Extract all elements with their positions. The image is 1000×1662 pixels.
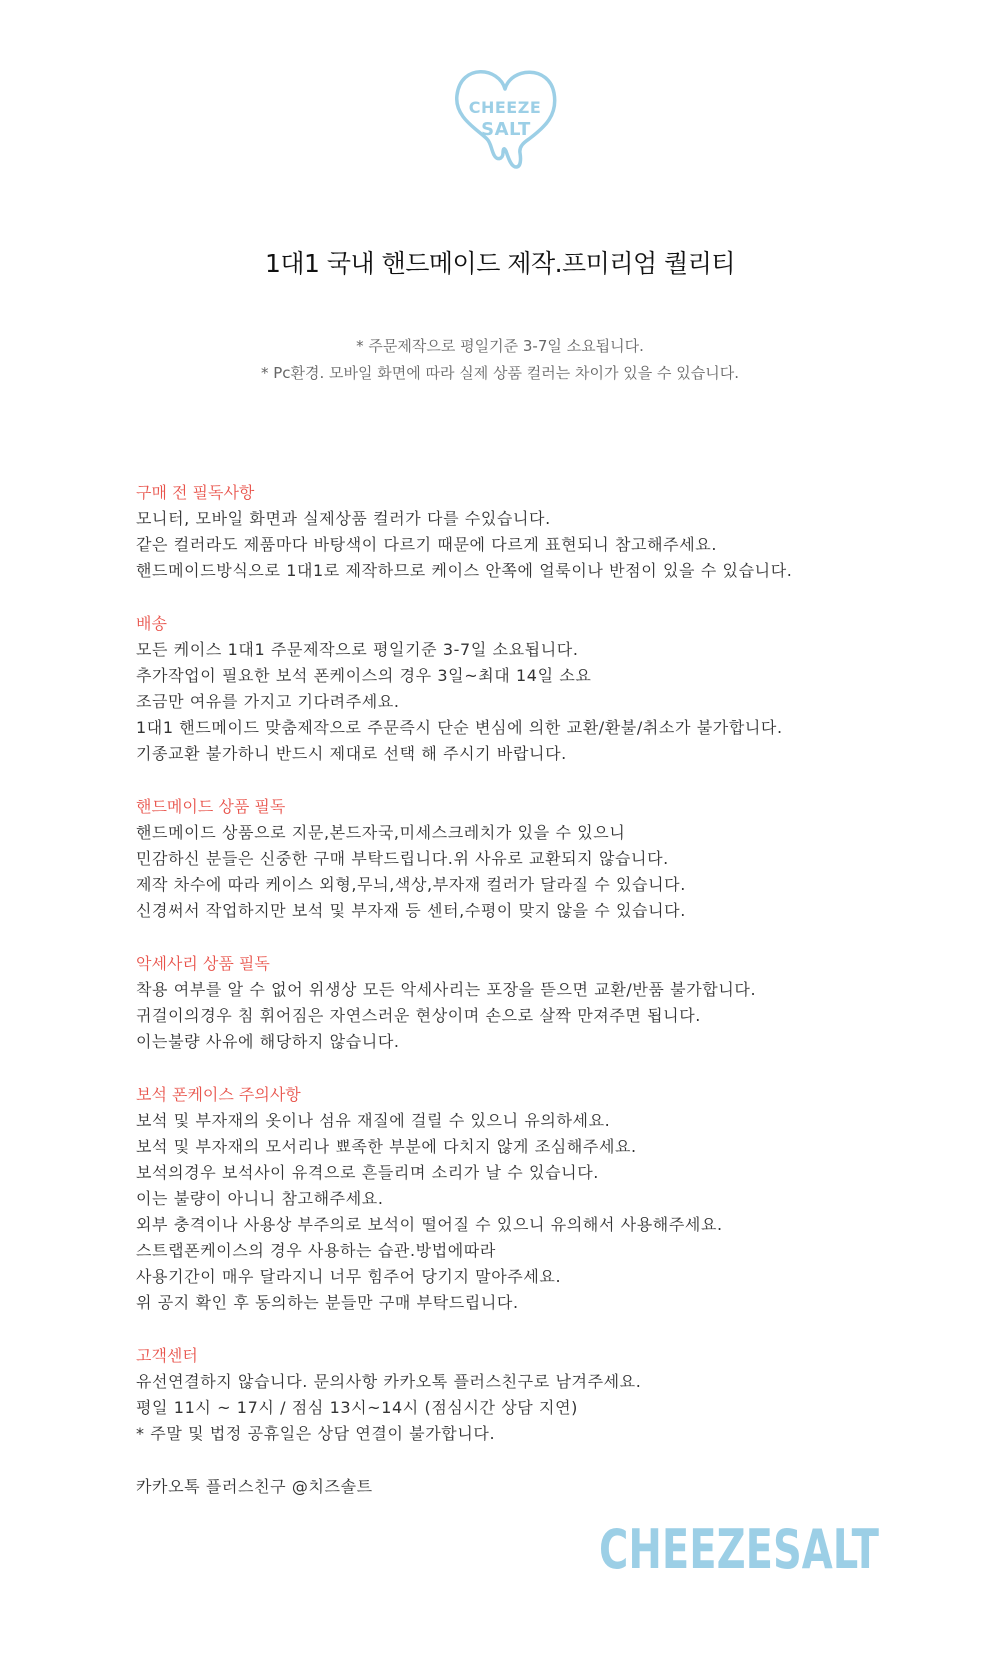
section-line: 착용 여부를 알 수 없어 위생상 모든 악세사리는 포장을 뜯으면 교환/반품 불가합니다. — [136, 980, 757, 999]
section-line: 유선연결하지 않습니다. 문의사항 카카오톡 플러스친구로 남겨주세요. — [136, 1372, 642, 1391]
section-line: 이는 불량이 아니니 참고해주세요. — [136, 1189, 384, 1208]
section-customer-center — [136, 1343, 956, 1447]
section-jewel-case — [136, 1082, 956, 1316]
section-line: * 주말 및 법정 공휴일은 상담 연결이 불가합니다. — [136, 1424, 496, 1443]
section-line: 신경써서 작업하지만 보석 및 부자재 등 센터,수평이 맞지 않을 수 있습니다. — [136, 901, 686, 920]
section-shipping — [136, 611, 956, 767]
section-title: 구매 전 필독사항 — [136, 483, 255, 502]
section-line: 제작 차수에 따라 케이스 외형,무늬,색상,부자재 컬러가 달라질 수 있습니다. — [136, 875, 686, 894]
section-title: 배송 — [136, 614, 167, 633]
section-title: 악세사리 상품 필독 — [136, 954, 270, 973]
kakao-plus-friend: 카카오톡 플러스친구 @치즈솔트 — [136, 1477, 373, 1496]
section-line: 보석 및 부자재의 모서리나 뾰족한 부분에 다치지 않게 조심해주세요. — [136, 1137, 637, 1156]
section-line: 모든 케이스 1대1 주문제작으로 평일기준 3-7일 소요됩니다. — [136, 640, 579, 659]
section-line: 이는불량 사유에 해당하지 않습니다. — [136, 1032, 400, 1051]
section-line: 핸드메이드 상품으로 지문,본드자국,미세스크레치가 있을 수 있으니 — [136, 823, 626, 842]
section-line: 추가작업이 필요한 보석 폰케이스의 경우 3일~최대 14일 소요 — [136, 666, 592, 685]
section-line: 1대1 핸드메이드 맞춤제작으로 주문즉시 단순 변심에 의한 교환/환불/취소가 불가합니다. — [136, 718, 783, 737]
section-line: 보석 및 부자재의 옷이나 섬유 재질에 걸릴 수 있으니 유의하세요. — [136, 1111, 611, 1130]
section-line: 보석의경우 보석사이 유격으로 흔들리며 소리가 날 수 있습니다. — [136, 1163, 599, 1182]
section-line: 민감하신 분들은 신중한 구매 부탁드립니다.위 사유로 교환되지 않습니다. — [136, 849, 669, 868]
section-handmade — [136, 794, 956, 924]
section-title: 고객센터 — [136, 1346, 198, 1365]
sub-note: * 주문제작으로 평일기준 3-7일 소요됩니다. — [356, 337, 644, 355]
section-title: 보석 폰케이스 주의사항 — [136, 1085, 301, 1104]
page-headline: 1대1 국내 핸드메이드 제작.프미리엄 퀄리티 — [264, 249, 736, 278]
cheezesalt-wordmark-logo — [597, 1512, 882, 1582]
section-line: 핸드메이드방식으로 1대1로 제작하므로 케이스 안쪽에 얼룩이나 반점이 있을 수 있습니다. — [136, 561, 793, 580]
section-line: 기종교환 불가하니 반드시 제대로 선택 해 주시기 바랍니다. — [136, 744, 567, 763]
section-line: 모니터, 모바일 화면과 실제상품 컬러가 다를 수있습니다. — [136, 509, 551, 528]
section-accessory — [136, 951, 956, 1055]
section-line: 외부 충격이나 사용상 부주의로 보석이 떨어질 수 있으니 유의해서 사용해주세요. — [136, 1215, 723, 1234]
sub-note: * Pc환경. 모바일 화면에 따라 실제 상품 컬러는 차이가 있을 수 있습니다. — [260, 364, 739, 382]
section-line: 위 공지 확인 후 동의하는 분들만 구매 부탁드립니다. — [136, 1293, 519, 1312]
section-title: 핸드메이드 상품 필독 — [136, 797, 286, 816]
section-line: 스트랩폰케이스의 경우 사용하는 습관.방법에따라 — [136, 1241, 496, 1260]
notice-content — [136, 480, 956, 1500]
sub-notes — [0, 333, 1000, 387]
logo-line2: SALT — [481, 119, 531, 140]
section-pre-purchase — [136, 480, 956, 584]
section-line: 귀걸이의경우 침 휘어짐은 자연스러운 현상이며 손으로 살짝 만져주면 됩니다. — [136, 1006, 701, 1025]
section-line: 평일 11시 ~ 17시 / 점심 13시~14시 (점심시간 상담 지연) — [136, 1398, 578, 1417]
section-line: 같은 컬러라도 제품마다 바탕색이 다르기 때문에 다르게 표현되니 참고해주세요. — [136, 535, 718, 554]
wordmark-text: CHEEZESALT — [599, 1518, 880, 1581]
section-line: 조금만 여유를 가지고 기다려주세요. — [136, 692, 400, 711]
cheezesalt-heart-logo — [441, 55, 569, 183]
section-line: 사용기간이 매우 달라지니 너무 힘주어 당기지 말아주세요. — [136, 1267, 562, 1286]
logo-line1: CHEEZE — [468, 98, 542, 117]
